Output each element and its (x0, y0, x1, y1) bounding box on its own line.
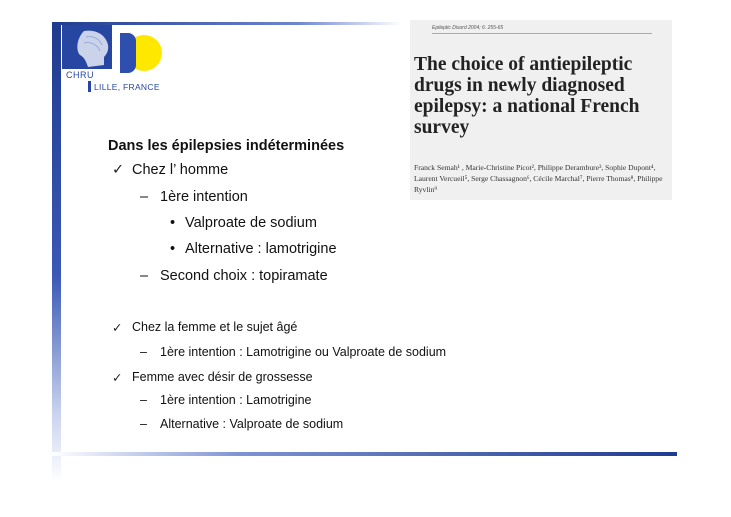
section3-second-line: Alternative : Valproate de sodium (160, 417, 344, 431)
logo-sun-shade (120, 33, 136, 73)
section3-label: Femme avec désir de grossesse (132, 370, 313, 384)
dash-marker: – (140, 393, 147, 407)
section2-label: Chez la femme et le sujet âgé (132, 320, 298, 334)
bottom-accent-rule (52, 452, 677, 456)
logo-city-text: LILLE, FRANCE (94, 82, 160, 92)
dash-marker: – (140, 345, 147, 359)
section1-option: Alternative : lamotrigine (185, 241, 337, 257)
logo-org-text: CHRU (66, 70, 94, 80)
chru-lille-logo (60, 25, 170, 100)
article-citation: Epileptic Disord 2004; 6: 255-65 (432, 25, 504, 31)
dash-marker: – (140, 417, 147, 431)
bullet-marker: • (170, 241, 176, 257)
section1-first-line: 1ère intention (160, 189, 248, 205)
face-profile-icon (70, 29, 112, 69)
logo-divider (88, 81, 91, 92)
article-clipping (410, 20, 672, 200)
section2-first-line: 1ère intention : Lamotrigine ou Valproate de sodium (160, 345, 447, 359)
check-icon: ✓ (112, 321, 123, 335)
check-icon: ✓ (112, 371, 123, 385)
slide-heading: Dans les épilepsies indéterminées (108, 138, 345, 154)
section1-second-line: Second choix : topiramate (160, 268, 328, 284)
dash-marker: – (140, 268, 149, 284)
article-title: The choice of antiepileptic drugs in newly diagnosed epilepsy: a national French survey (414, 54, 640, 138)
section3-first-line: 1ère intention : Lamotrigine (160, 393, 312, 407)
article-authors: Franck Semah¹ , Marie-Christine Picot², Philippe Derambure³, Sophie Dupont⁴, Laurent Vercueil⁵, Serge Chassagnon⁶, Cécile Marchal⁷, Pierre Thomas⁸, Philippe Ryvlin⁹ (414, 163, 663, 194)
section1-label: Chez l’ homme (132, 162, 229, 178)
dash-marker: – (140, 189, 149, 205)
bullet-marker: • (170, 215, 176, 231)
article-header-rule (432, 33, 652, 34)
section1-option: Valproate de sodium (185, 215, 317, 231)
check-icon: ✓ (112, 162, 125, 178)
